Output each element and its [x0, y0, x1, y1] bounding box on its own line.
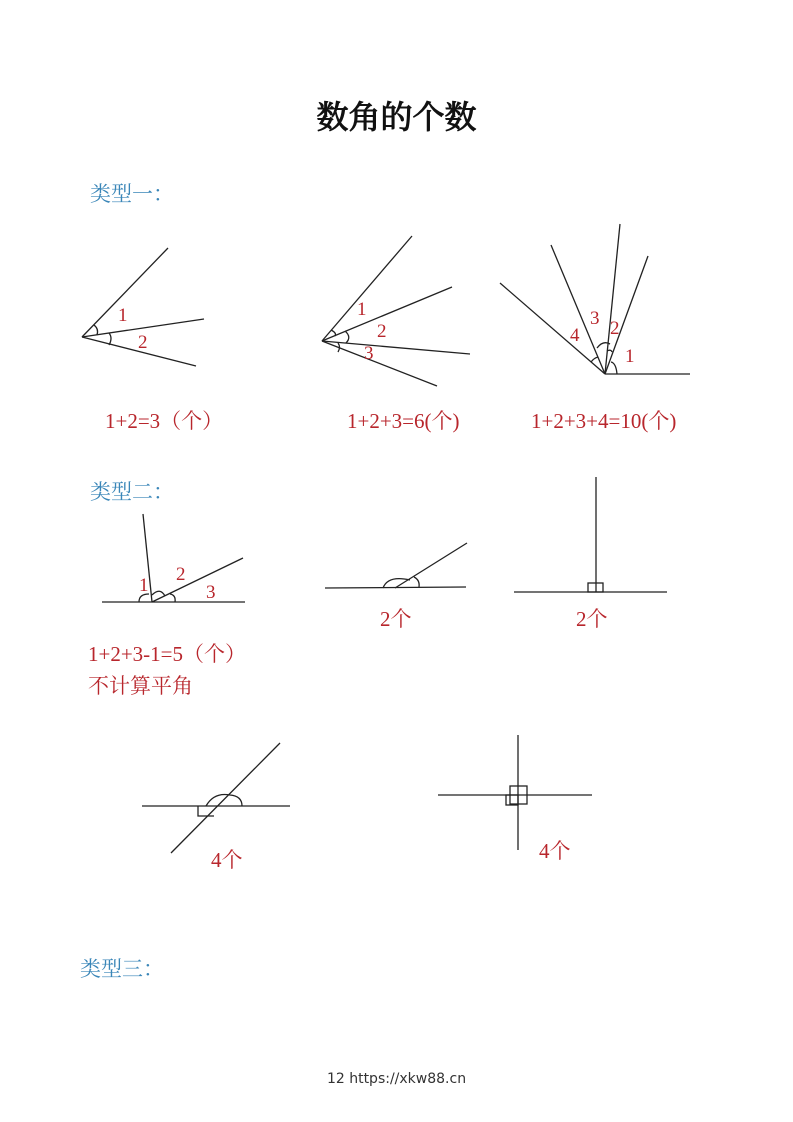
formula-1: 1+2=3（个）: [105, 409, 224, 433]
formula-type2: 1+2+3-1=5（个）: [88, 642, 247, 666]
angle-label: 2: [176, 564, 186, 585]
caption-count: 4个: [539, 839, 571, 863]
diagram-intersecting-lines: [142, 743, 290, 853]
diagram-angles-on-line: [102, 514, 245, 602]
angle-label: 1: [118, 305, 128, 326]
angle-label: 2: [138, 332, 148, 353]
caption-count: 2个: [576, 607, 608, 631]
diagram-perpendicular: [514, 477, 667, 592]
caption-count: 2个: [380, 607, 412, 631]
angle-label: 1: [357, 299, 367, 320]
angle-label: 3: [206, 582, 216, 603]
angle-label: 1: [625, 346, 635, 367]
formula-3: 1+2+3+4=10(个): [531, 409, 677, 433]
diagram-two-angles-straight: [325, 543, 467, 588]
section-type-3: 类型三：: [80, 957, 164, 981]
formula-2: 1+2+3=6(个): [347, 409, 460, 433]
diagram-three-angles: [322, 236, 470, 386]
angle-label: 3: [590, 308, 600, 329]
diagram-four-angles: [500, 224, 690, 374]
angle-label: 1: [139, 575, 149, 596]
angle-label: 2: [377, 321, 387, 342]
angle-label: 2: [610, 318, 620, 339]
angle-label: 4: [570, 325, 580, 346]
diagram-perpendicular-cross: [438, 735, 592, 850]
page-title: 数角的个数: [316, 98, 477, 136]
caption-count: 4个: [211, 848, 243, 872]
section-type-2: 类型二：: [90, 480, 174, 504]
angle-label: 3: [364, 343, 374, 364]
section-type-1: 类型一：: [90, 182, 174, 206]
note-no-straight-angle: 不计算平角: [88, 674, 193, 698]
page-footer: 12 https://xkw88.cn: [326, 1071, 467, 1087]
